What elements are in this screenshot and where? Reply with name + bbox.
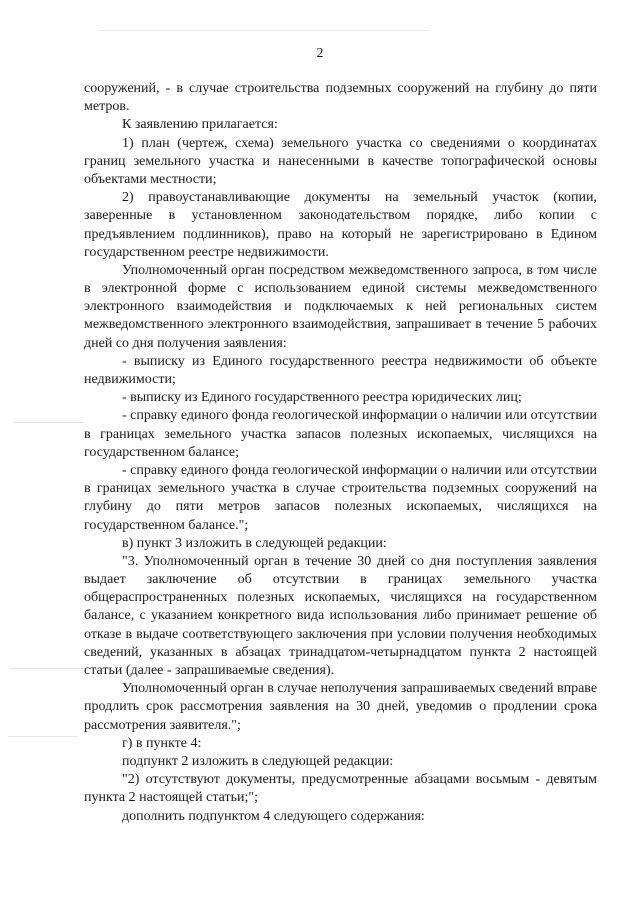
text-line: "3. Уполномоченный орган в течение 30 дней со дня поступления заявления (122, 553, 597, 569)
text-line: статьи (далее - запрашиваемые сведения). (84, 663, 335, 678)
text-line: балансе, с указанием конкретного вида использования либо принимает решение об (84, 608, 597, 624)
scan-noise-left-3 (8, 736, 78, 737)
text-line: - справку единого фонда геологической информации о наличии или отсутствии (122, 408, 597, 424)
text-line: рассмотрения заявителя."; (84, 717, 241, 733)
text-line: недвижимости; (84, 372, 176, 387)
text-line: 2) правоустанавливающие документы на земельный участок (копии, (122, 190, 597, 206)
scan-noise-left-1 (14, 422, 84, 423)
text-line: объектами местности; (84, 171, 217, 187)
page-number: 2 (316, 46, 324, 61)
text-line: сооружений, - в случае строительства подземных сооружений на глубину до пяти (84, 81, 597, 96)
text-line: 1) план (чертеж, схема) земельного участка со сведениями о координатах (122, 135, 597, 151)
text-line: - справку единого фонда геологической информации о наличии или отсутствии (122, 462, 597, 478)
text-line: метров. (84, 99, 130, 115)
text-line: межведомственного электронного взаимодействия, запрашивает в течение 5 рабочих (84, 317, 597, 333)
text-line: в границах земельного участка запасов полезных ископаемых, числящихся на (84, 426, 597, 442)
text-line: сведений, указанных в абзацах тринадцатом-четырнадцатом пункта 2 настоящей (84, 644, 597, 660)
document-body (84, 80, 597, 826)
text-line: подпункт 2 изложить в следующей редакции: (122, 753, 394, 769)
text-line: отказе в выдаче соответствующего заключения при условии получения необходимых (84, 626, 597, 642)
text-line: электронного взаимодействия и подключаемых к ней региональных систем (84, 299, 597, 315)
text-line: "2) отсутствуют документы, предусмотренные абзацами восьмым - девятым (122, 772, 597, 788)
text-line: - выписку из Единого государственного реестра юридических лиц; (122, 390, 522, 406)
text-line: в электронной форме с использованием единой системы межведомственного (84, 281, 597, 297)
text-line: г) в пункте 4: (122, 735, 202, 751)
text-line: - выписку из Единого государственного реестра недвижимости об объекте (122, 353, 597, 369)
text-line: предъявлением подлинников), право на который не зарегистрировано в Едином (84, 226, 597, 242)
text-line: продлить срок рассмотрения заявления на 30 дней, уведомив о продлении срока (84, 699, 597, 715)
text-line: границ земельного участка и нанесенными в качестве топографической основы (84, 153, 597, 169)
text-line: государственном балансе; (84, 444, 240, 460)
text-line: К заявлению прилагается: (122, 117, 278, 133)
text-line: выдает заключение об отсутствии в границах земельного участка (84, 572, 597, 588)
text-line: дополнить подпунктом 4 следующего содержания: (122, 808, 425, 824)
text-line: глубину до пяти метров запасов полезных ископаемых, числящихся на (84, 499, 597, 515)
text-line: Уполномоченный орган в случае неполучения запрашиваемых сведений вправе (122, 681, 598, 697)
text-line: в границах земельного участка в случае строительства подземных сооружений на (84, 481, 597, 497)
text-line: государственном реестре недвижимости. (84, 244, 329, 260)
text-line: в) пункт 3 изложить в следующей редакции: (122, 535, 387, 551)
scan-noise-left-2 (10, 668, 86, 669)
text-line: пункта 2 настоящей статьи;"; (84, 790, 258, 806)
text-line: заверенные в установленном законодательством порядке, либо копии с (84, 208, 597, 224)
text-line: общераспространенных полезных ископаемых, числящихся на государственном (84, 590, 597, 606)
text-line: дней со дня получения заявления: (84, 335, 287, 351)
scan-noise-top (100, 30, 430, 31)
text-line: Уполномоченный орган посредством межведомственного запроса, в том числе (122, 262, 597, 278)
text-line: государственном балансе."; (84, 517, 249, 533)
